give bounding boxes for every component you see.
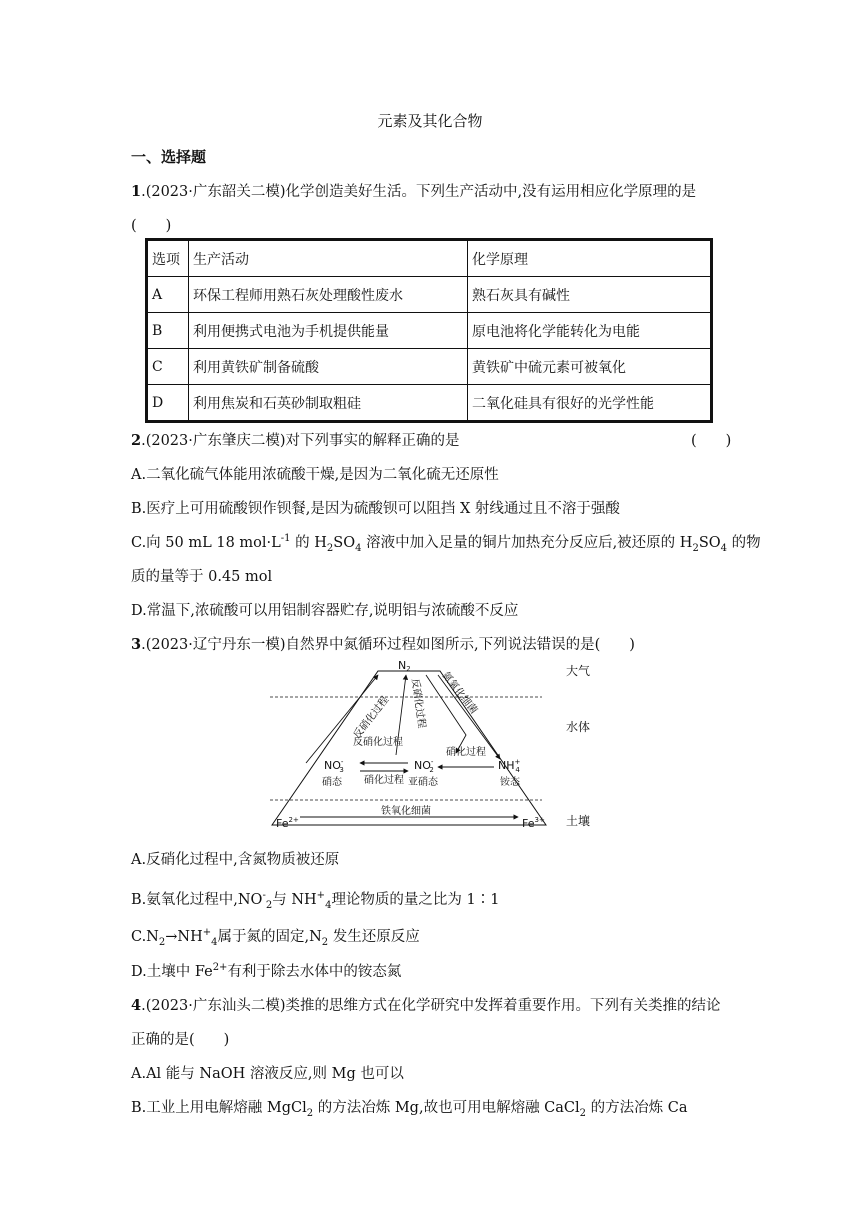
question-2-option-b: B.医疗上可用硫酸钡作钡餐,是因为硫酸钡可以阻挡 X 射线通过且不溶于强酸 [131, 501, 620, 517]
table-cell: 熟石灰具有碱性 [468, 277, 712, 313]
table-row [147, 313, 712, 349]
ammonium-formula: NH+ 4 [498, 758, 521, 774]
page-title: 元素及其化合物 [377, 112, 483, 130]
denitrify-inner-label: 反硝化过程 [409, 677, 427, 729]
question-2-option-d: D.常温下,浓硫酸可以用铝制容器贮存,说明铝与浓硫酸不反应 [131, 603, 519, 619]
table-row [147, 349, 712, 385]
denitrify-outer-label: 反硝化过程 [351, 694, 392, 741]
table-row [147, 385, 712, 422]
table-cell: 环保工程师用熟石灰处理酸性废水 [189, 277, 468, 313]
question-4-option-b: B.工业上用电解熔融 MgCl$_2$ 的方法冶炼 Mg,故也可用电解熔融 CaCl$_2$ 的方法冶炼 Ca [131, 1100, 688, 1119]
question-2-option-c-cont: 质的量等于 0.45 mol [131, 569, 273, 585]
soil-label: 土壤 [566, 814, 591, 828]
table-cell: 化学原理 [468, 240, 712, 277]
nitrify-mid-label: 硝化过程 [364, 775, 404, 786]
question-3-option-d: D.土壤中 $Fe^{2+}$有利于除去水体中的铵态氮 [131, 962, 402, 980]
question-3-option-b: B.氨氧化过程中$,NO^-_2$与 $NH^+_4$理论物质的量之比为 1∶1 [131, 890, 500, 911]
question-3-stem: 3.(2023·辽宁丹东一模)自然界中氮循环过程如图所示,下列说法错误的是( ) [131, 636, 635, 653]
nitrify-right-label: 硝化过程 [446, 747, 486, 758]
question-2-option-c: C.向 50 mL 18 $mol\cdot L^{-1}$ 的 $H_2SO_4$ 溶液中加入足量的铜片加热充分反应后,被还原的 $H_2SO_4$ 的物 [131, 533, 761, 554]
fe2-label: $Fe^{2+}$ [276, 816, 299, 830]
table-cell: A [147, 277, 189, 313]
question-1-stem: 1.(2023·广东韶关二模)化学创造美好生活。下列生产活动中,没有运用相应化学原理的是 [131, 183, 697, 200]
question-3-option-c: $C.N_2\to NH^+_4$属于氮的固定$,N_2$ 发生还原反应 [131, 927, 420, 948]
nitrite-name: 亚硝态 [408, 777, 438, 788]
cycle-outline [272, 671, 546, 825]
nitrate-formula: NO-3 [324, 758, 344, 774]
ammox-label: 氨氧化细菌 [439, 670, 480, 717]
question-2-stem: 2.(2023·广东肇庆二模)对下列事实的解释正确的是 [131, 432, 460, 449]
section-heading: 一、选择题 [131, 148, 207, 166]
water-label: 水体 [566, 720, 591, 734]
table-cell: 黄铁矿中硫元素可被氧化 [468, 349, 712, 385]
ammonium-name: 铵态 [500, 777, 520, 788]
question-1-table [145, 238, 713, 423]
table-cell: 利用焦炭和石英砂制取粗硅 [189, 385, 468, 422]
question-2-paren: ( ) [691, 433, 732, 449]
question-3-option-a: A.反硝化过程中,含氮物质被还原 [131, 852, 340, 868]
question-4-stem: 4.(2023·广东汕头二模)类推的思维方式在化学研究中发挥着重要作用。下列有关类推的结论 [131, 997, 721, 1014]
table-cell: 生产活动 [189, 240, 468, 277]
table-row [147, 240, 712, 277]
table-cell: B [147, 313, 189, 349]
denitrify-mid-label: 反硝化过程 [353, 737, 403, 748]
fe3-label: $Fe^{3+}$ [522, 816, 545, 830]
table-cell: 二氧化硅具有很好的光学性能 [468, 385, 712, 422]
table-cell: 利用便携式电池为手机提供能量 [189, 313, 468, 349]
table-cell: D [147, 385, 189, 422]
question-2-option-a: A.二氧化硫气体能用浓硫酸干燥,是因为二氧化硫无还原性 [131, 467, 499, 483]
nitrite-formula: NO-2 [414, 758, 434, 774]
table-row [147, 277, 712, 313]
table-cell: C [147, 349, 189, 385]
nitrogen-cycle-diagram [266, 655, 596, 835]
table-cell: 利用黄铁矿制备硫酸 [189, 349, 468, 385]
table-cell: 选项 [147, 240, 189, 277]
iron-bacteria-label: 铁氧化细菌 [381, 806, 431, 817]
atmosphere-label: 大气 [566, 664, 591, 678]
n2-label: N2 [398, 659, 411, 673]
question-1-paren: ( ) [131, 218, 172, 234]
question-4-stem-cont: 正确的是( ) [131, 1032, 230, 1048]
table-cell: 原电池将化学能转化为电能 [468, 313, 712, 349]
nitrate-name: 硝态 [322, 777, 342, 788]
question-4-option-a: A.Al 能与 NaOH 溶液反应,则 Mg 也可以 [131, 1066, 404, 1082]
